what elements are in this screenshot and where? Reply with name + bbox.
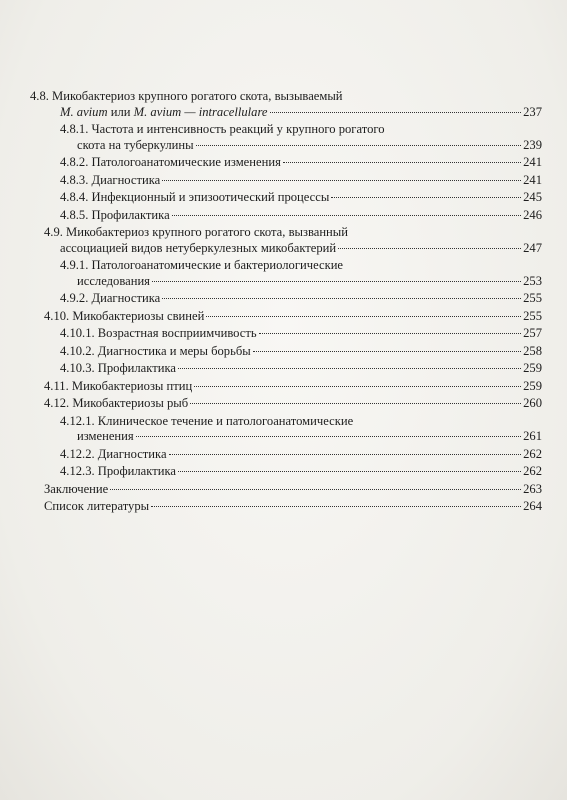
toc-title: 4.8.1. Частота и интенсивность реакций у крупного рогатого <box>60 122 385 136</box>
toc-title: 4.10. Микобактериозы свиней <box>44 308 205 323</box>
toc-title: 4.12.1. Клиническое течение и патологоанатомические <box>60 413 354 428</box>
leader-dots <box>169 454 522 455</box>
page-number: 264 <box>523 499 542 513</box>
conjunction: или <box>107 104 134 119</box>
leader-dots <box>152 281 521 282</box>
toc-entry-4-10-2 <box>30 344 542 360</box>
toc-title: Заключение <box>44 481 109 496</box>
toc-title: 4.10.3. Профилактика <box>60 361 176 375</box>
toc-entry-4-8-5 <box>30 208 542 224</box>
page-number: 245 <box>523 190 542 204</box>
page-number: 241 <box>523 172 542 187</box>
page-number: 259 <box>523 361 542 375</box>
toc-entry-4-12 <box>30 396 542 412</box>
toc-title: 4.12. Микобактериозы рыб <box>44 396 189 410</box>
toc-entry-4-8 <box>30 89 542 120</box>
leader-dots <box>162 298 521 299</box>
leader-dots <box>259 333 521 334</box>
leader-dots <box>162 180 521 181</box>
page-number: 262 <box>523 446 542 461</box>
leader-dots <box>283 162 521 163</box>
page-number: 261 <box>523 429 542 443</box>
leader-dots <box>178 368 521 369</box>
toc-entry-4-12-2 <box>30 447 542 463</box>
toc-title: 4.11. Микобактериозы птиц <box>44 378 193 393</box>
toc-entry-conclusion <box>30 482 542 498</box>
leader-dots <box>194 386 521 387</box>
toc-title: 4.10.1. Возрастная восприимчивость <box>60 326 257 340</box>
toc-title-cont: изменения <box>77 429 134 443</box>
toc-title-cont: скота на туберкулины <box>77 137 194 152</box>
page-number: 255 <box>523 291 542 305</box>
toc-title: Список литературы <box>44 499 150 513</box>
toc-entry-4-9-2 <box>30 291 542 307</box>
page-number: 260 <box>523 396 542 410</box>
toc-entry-references <box>30 499 542 515</box>
page-number: 258 <box>523 343 542 358</box>
page-number: 262 <box>523 464 542 478</box>
leader-dots <box>206 316 521 317</box>
toc-entry-4-8-1 <box>30 122 542 153</box>
toc-entry-4-12-3 <box>30 464 542 480</box>
leader-dots <box>190 403 521 404</box>
toc-entry-4-8-2 <box>30 155 542 171</box>
toc-title: 4.10.2. Диагностика и меры борьбы <box>60 343 251 358</box>
page-number: 247 <box>523 240 542 255</box>
species-name: M. avium — intracellulare <box>133 104 268 119</box>
toc-title: 4.8. Микобактериоз крупного рогатого скота, вызываемый <box>30 89 343 103</box>
toc-title: 4.9.2. Диагностика <box>60 291 161 305</box>
leader-dots <box>270 112 522 113</box>
page-number: 263 <box>523 481 542 496</box>
page-number: 255 <box>523 308 542 323</box>
toc-title: 4.9. Микобактериоз крупного рогатого скота, вызванный <box>44 225 349 239</box>
toc-title: 4.12.3. Профилактика <box>60 464 176 478</box>
toc-entry-4-12-1 <box>30 414 542 445</box>
toc-entry-4-9-1 <box>30 258 542 289</box>
toc-title: 4.8.2. Патологоанатомические изменения <box>60 155 281 169</box>
leader-dots <box>253 351 521 352</box>
toc-title: 4.8.4. Инфекционный и эпизоотический процессы <box>60 190 330 204</box>
toc-entry-4-8-3 <box>30 173 542 189</box>
toc-entry-4-8-4 <box>30 190 542 206</box>
toc-title-cont: исследования <box>77 273 150 288</box>
leader-dots <box>136 436 521 437</box>
toc-title: 4.8.3. Диагностика <box>60 172 161 187</box>
page-number: 253 <box>523 273 542 288</box>
leader-dots <box>338 248 521 249</box>
toc-entry-4-9 <box>30 225 542 256</box>
leader-dots <box>151 506 521 507</box>
toc-title: 4.8.5. Профилактика <box>60 207 170 222</box>
toc-entry-4-11 <box>30 379 542 395</box>
toc-title-cont: ассоциацией видов нетуберкулезных микобактерий <box>60 240 337 255</box>
toc-title: 4.9.1. Патологоанатомические и бактериологические <box>60 258 344 272</box>
leader-dots <box>172 215 521 216</box>
leader-dots <box>178 471 521 472</box>
page-number: 246 <box>523 207 542 222</box>
toc-entry-4-10 <box>30 309 542 325</box>
leader-dots <box>331 197 521 198</box>
species-name: M. avium <box>60 104 108 119</box>
toc-entry-4-10-1 <box>30 326 542 342</box>
table-of-contents <box>30 89 542 517</box>
toc-entry-4-10-3 <box>30 361 542 377</box>
page-number: 237 <box>523 104 542 119</box>
page-number: 239 <box>523 137 542 152</box>
toc-title-cont <box>60 105 268 121</box>
page-number: 259 <box>523 378 542 393</box>
page-number: 257 <box>523 326 542 340</box>
toc-title: 4.12.2. Диагностика <box>60 446 167 461</box>
leader-dots <box>196 145 522 146</box>
leader-dots <box>110 489 521 490</box>
page-number: 241 <box>523 155 542 169</box>
